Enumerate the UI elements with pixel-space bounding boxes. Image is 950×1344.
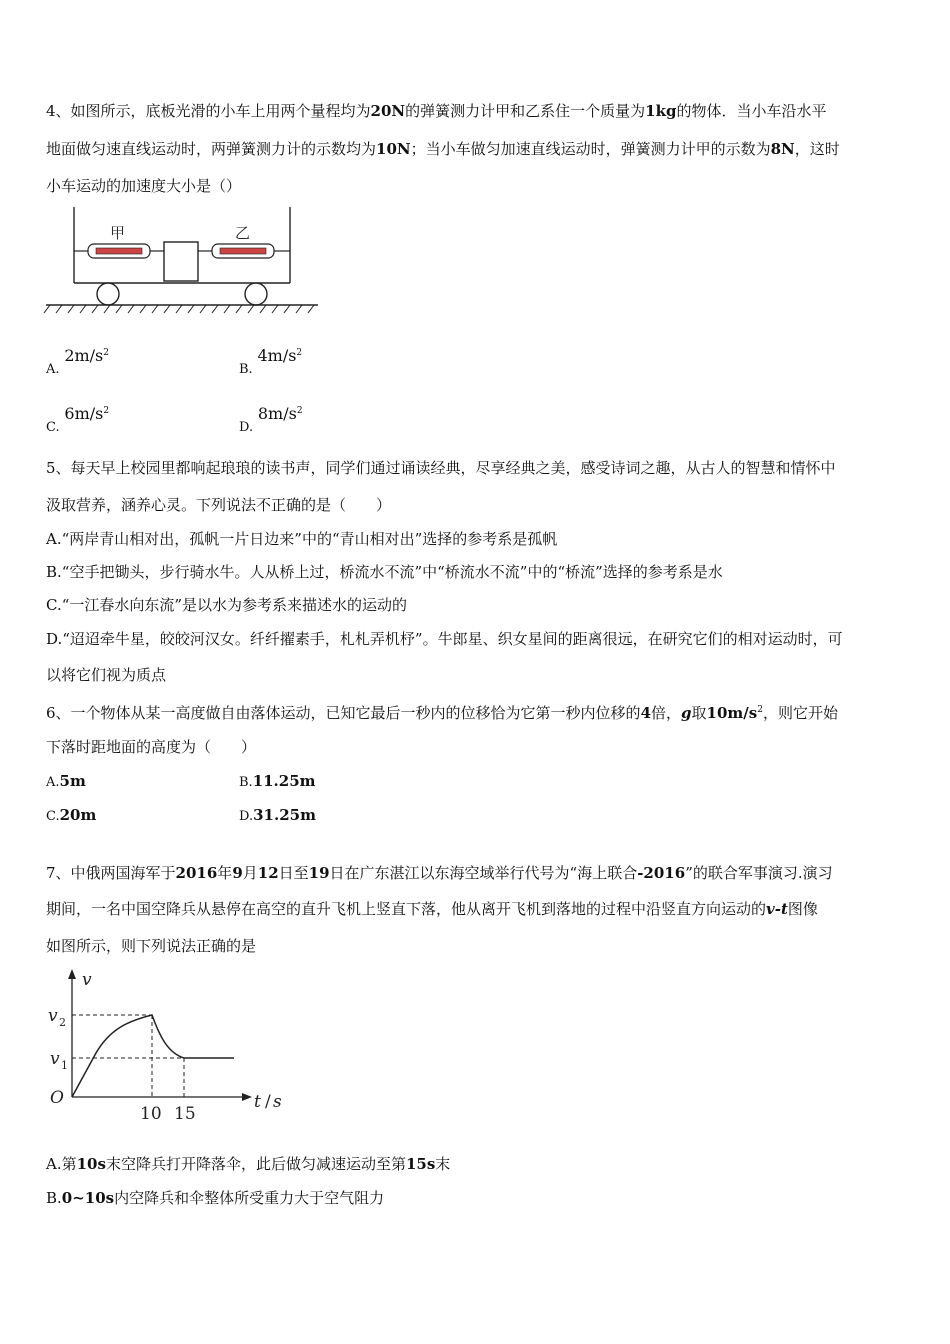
q6-option-a[interactable] (46, 770, 86, 794)
option-exponent: 2 (103, 406, 110, 416)
q4-text: 地面做匀速直线运动时，两弹簧测力计的示数均为 (46, 140, 377, 158)
option-value: 2m/s (64, 346, 104, 365)
t-axis-arrow (242, 1093, 252, 1101)
q7-option-b[interactable] (46, 1187, 384, 1209)
q7-time: 0~10s (61, 1189, 115, 1207)
q7-text: 年 (217, 864, 233, 882)
q4-reading-value: 10N (376, 140, 411, 158)
q7-number: 2016 (175, 864, 218, 882)
q4-stem-line-2 (46, 138, 840, 160)
q7-time: 10s (76, 1155, 106, 1173)
q7-text: 内空降兵和伞整体所受重力大于空气阻力 (114, 1189, 385, 1207)
tick-15: 15 (174, 1104, 196, 1124)
q7-stem-line-3: 如图所示，则下列说法正确的是 (46, 937, 257, 955)
q7-number: -2016 (637, 864, 686, 882)
q4-cart-figure (40, 205, 325, 315)
option-letter: C. (46, 809, 60, 824)
q4-text: 的弹簧测力计甲和乙系住一个质量为 (405, 102, 646, 120)
option-letter: A. (46, 362, 60, 377)
option-value: 11.25m (252, 772, 316, 790)
q7-text: 7、中俄两国海军于 (46, 864, 176, 882)
option-value: 6m/s (64, 404, 104, 423)
q4-option-b[interactable] (239, 342, 303, 377)
q5-option-c[interactable]: C.“一江春水向东流”是以水为参考系来描述水的运动的 (46, 596, 408, 614)
q5-option-d[interactable]: D.“迢迢牵牛星，皎皎河汉女。纤纤擢素手，札札弄机杼”。牛郎星、织女星间的距离很远，在研究它们的相对运动时，可 (46, 630, 843, 648)
q7-number: 12 (257, 864, 279, 882)
v2-label: v (48, 1006, 58, 1026)
q7-text: 期间，一名中国空降兵从悬停在高空的直升飞机上竖直下落，他从离开飞机到落地的过程中沿竖直方向运动的 (46, 900, 767, 918)
q4-option-a[interactable] (46, 342, 109, 377)
q6-multiple: 4 (640, 704, 651, 722)
ground-hatching (44, 305, 314, 313)
q6-option-d[interactable] (239, 804, 316, 828)
label-yi: 乙 (235, 224, 251, 242)
q4-text: ；当小车做匀加速直线运动时，弹簧测力计甲的示数为 (410, 140, 771, 158)
option-letter: B. (239, 362, 253, 377)
q7-text: 日在广东湛江以东海空域举行代号为“海上联合 (329, 864, 638, 882)
q7-text: 末 (435, 1155, 451, 1173)
q5-option-a[interactable]: A.“两岸青山相对出，孤帆一片日边来”中的“青山相对出”选择的参考系是孤帆 (46, 530, 558, 548)
guide-lines (72, 1015, 184, 1097)
q4-mass-value: 1kg (645, 102, 677, 120)
q7-number: 9 (232, 864, 243, 882)
q7-text: A.第 (46, 1155, 77, 1173)
q4-option-c[interactable] (46, 400, 110, 435)
spring-scale-yi (198, 244, 290, 258)
q7-vt-symbol: v-t (766, 900, 788, 918)
q7-time: 15s (405, 1155, 436, 1173)
q6-option-b[interactable] (239, 770, 316, 794)
q6-text: 倍， (651, 704, 682, 722)
q4-reading-jia: 8N (770, 140, 795, 158)
wheel-left (97, 283, 119, 305)
q7-text: 月 (242, 864, 258, 882)
q7-text: B. (46, 1189, 62, 1207)
option-letter: C. (46, 420, 60, 435)
q6-option-c[interactable] (46, 804, 96, 828)
q7-option-a[interactable] (46, 1153, 450, 1175)
block-mass (164, 242, 198, 281)
t-axis-label: t (254, 1092, 261, 1112)
option-value: 4m/s (257, 346, 297, 365)
q6-stem-line-2: 下落时距地面的高度为（ ） (46, 738, 257, 756)
wheel-right (245, 283, 267, 305)
q7-text: 日至 (278, 864, 309, 882)
option-exponent: 2 (296, 406, 303, 416)
q6-stem-line-1 (46, 699, 838, 724)
q6-text: 取 (691, 704, 707, 722)
t-axis-unit: s (273, 1092, 282, 1112)
q7-text: 末空降兵打开降落伞，此后做匀减速运动至第 (105, 1155, 406, 1173)
q7-stem-line-1 (46, 862, 833, 884)
v1-subscript: 1 (61, 1059, 68, 1072)
option-letter: B. (239, 775, 253, 790)
q7-number: 19 (308, 864, 330, 882)
option-value: 8m/s (257, 404, 297, 423)
q5-option-d-cont: 以将它们视为质点 (46, 666, 167, 684)
tick-10: 10 (140, 1104, 162, 1124)
origin-label: O (50, 1088, 64, 1108)
v2-subscript: 2 (59, 1016, 66, 1029)
q5-stem-line-2: 汲取营养，涵养心灵。下列说法不正确的是（ ） (46, 496, 392, 514)
vt-curve (72, 1015, 234, 1097)
v1-label: v (50, 1049, 60, 1069)
option-letter: A. (46, 775, 60, 790)
option-value: 5m (59, 772, 86, 790)
q4-option-d[interactable] (239, 400, 303, 435)
spring-scale-jia (74, 244, 164, 258)
t-axis-slash: / (265, 1092, 271, 1112)
q7-text: 图像 (787, 900, 818, 918)
option-letter: D. (239, 420, 254, 435)
q6-g-value: 10m/s (706, 704, 758, 722)
q4-range-value: 20N (370, 102, 406, 120)
option-value: 20m (59, 806, 97, 824)
v-axis-arrow (68, 969, 76, 979)
label-jia: 甲 (110, 224, 126, 242)
q7-stem-line-2 (46, 898, 818, 920)
q7-text: ”的联合军事演习.演习 (685, 864, 833, 882)
option-exponent: 2 (103, 348, 109, 358)
q4-text: 的物体．当小车沿水平 (676, 102, 827, 120)
q5-stem-line-1: 5、每天早上校园里都响起琅琅的读书声，同学们通过诵读经典，尽享经典之美，感受诗词之趣，从古人的智慧和情怀中 (46, 459, 836, 477)
q4-stem-line-1 (46, 100, 827, 122)
option-letter: D. (239, 809, 254, 824)
q6-text: 6、一个物体从某一高度做自由落体运动，已知它最后一秒内的位移恰为它第一秒内位移的 (46, 704, 641, 722)
q6-g-symbol: g (681, 704, 692, 722)
q5-option-b[interactable]: B.“空手把锄头，步行骑水牛。人从桥上过，桥流水不流”中“桥流水不流”中的“桥流”选择的参考系是水 (46, 563, 723, 581)
v-axis-label: v (82, 970, 92, 990)
q4-text: 4、如图所示，底板光滑的小车上用两个量程均为 (46, 102, 371, 120)
q6-text: ，则它开始 (762, 704, 838, 722)
option-exponent: 2 (296, 348, 303, 358)
q7-vt-graph (44, 965, 289, 1125)
q6-exponent: 2 (757, 705, 763, 715)
option-value: 31.25m (253, 806, 316, 824)
q4-text: ，这时 (794, 140, 840, 158)
q4-stem-line-3: 小车运动的加速度大小是（） (46, 177, 242, 195)
